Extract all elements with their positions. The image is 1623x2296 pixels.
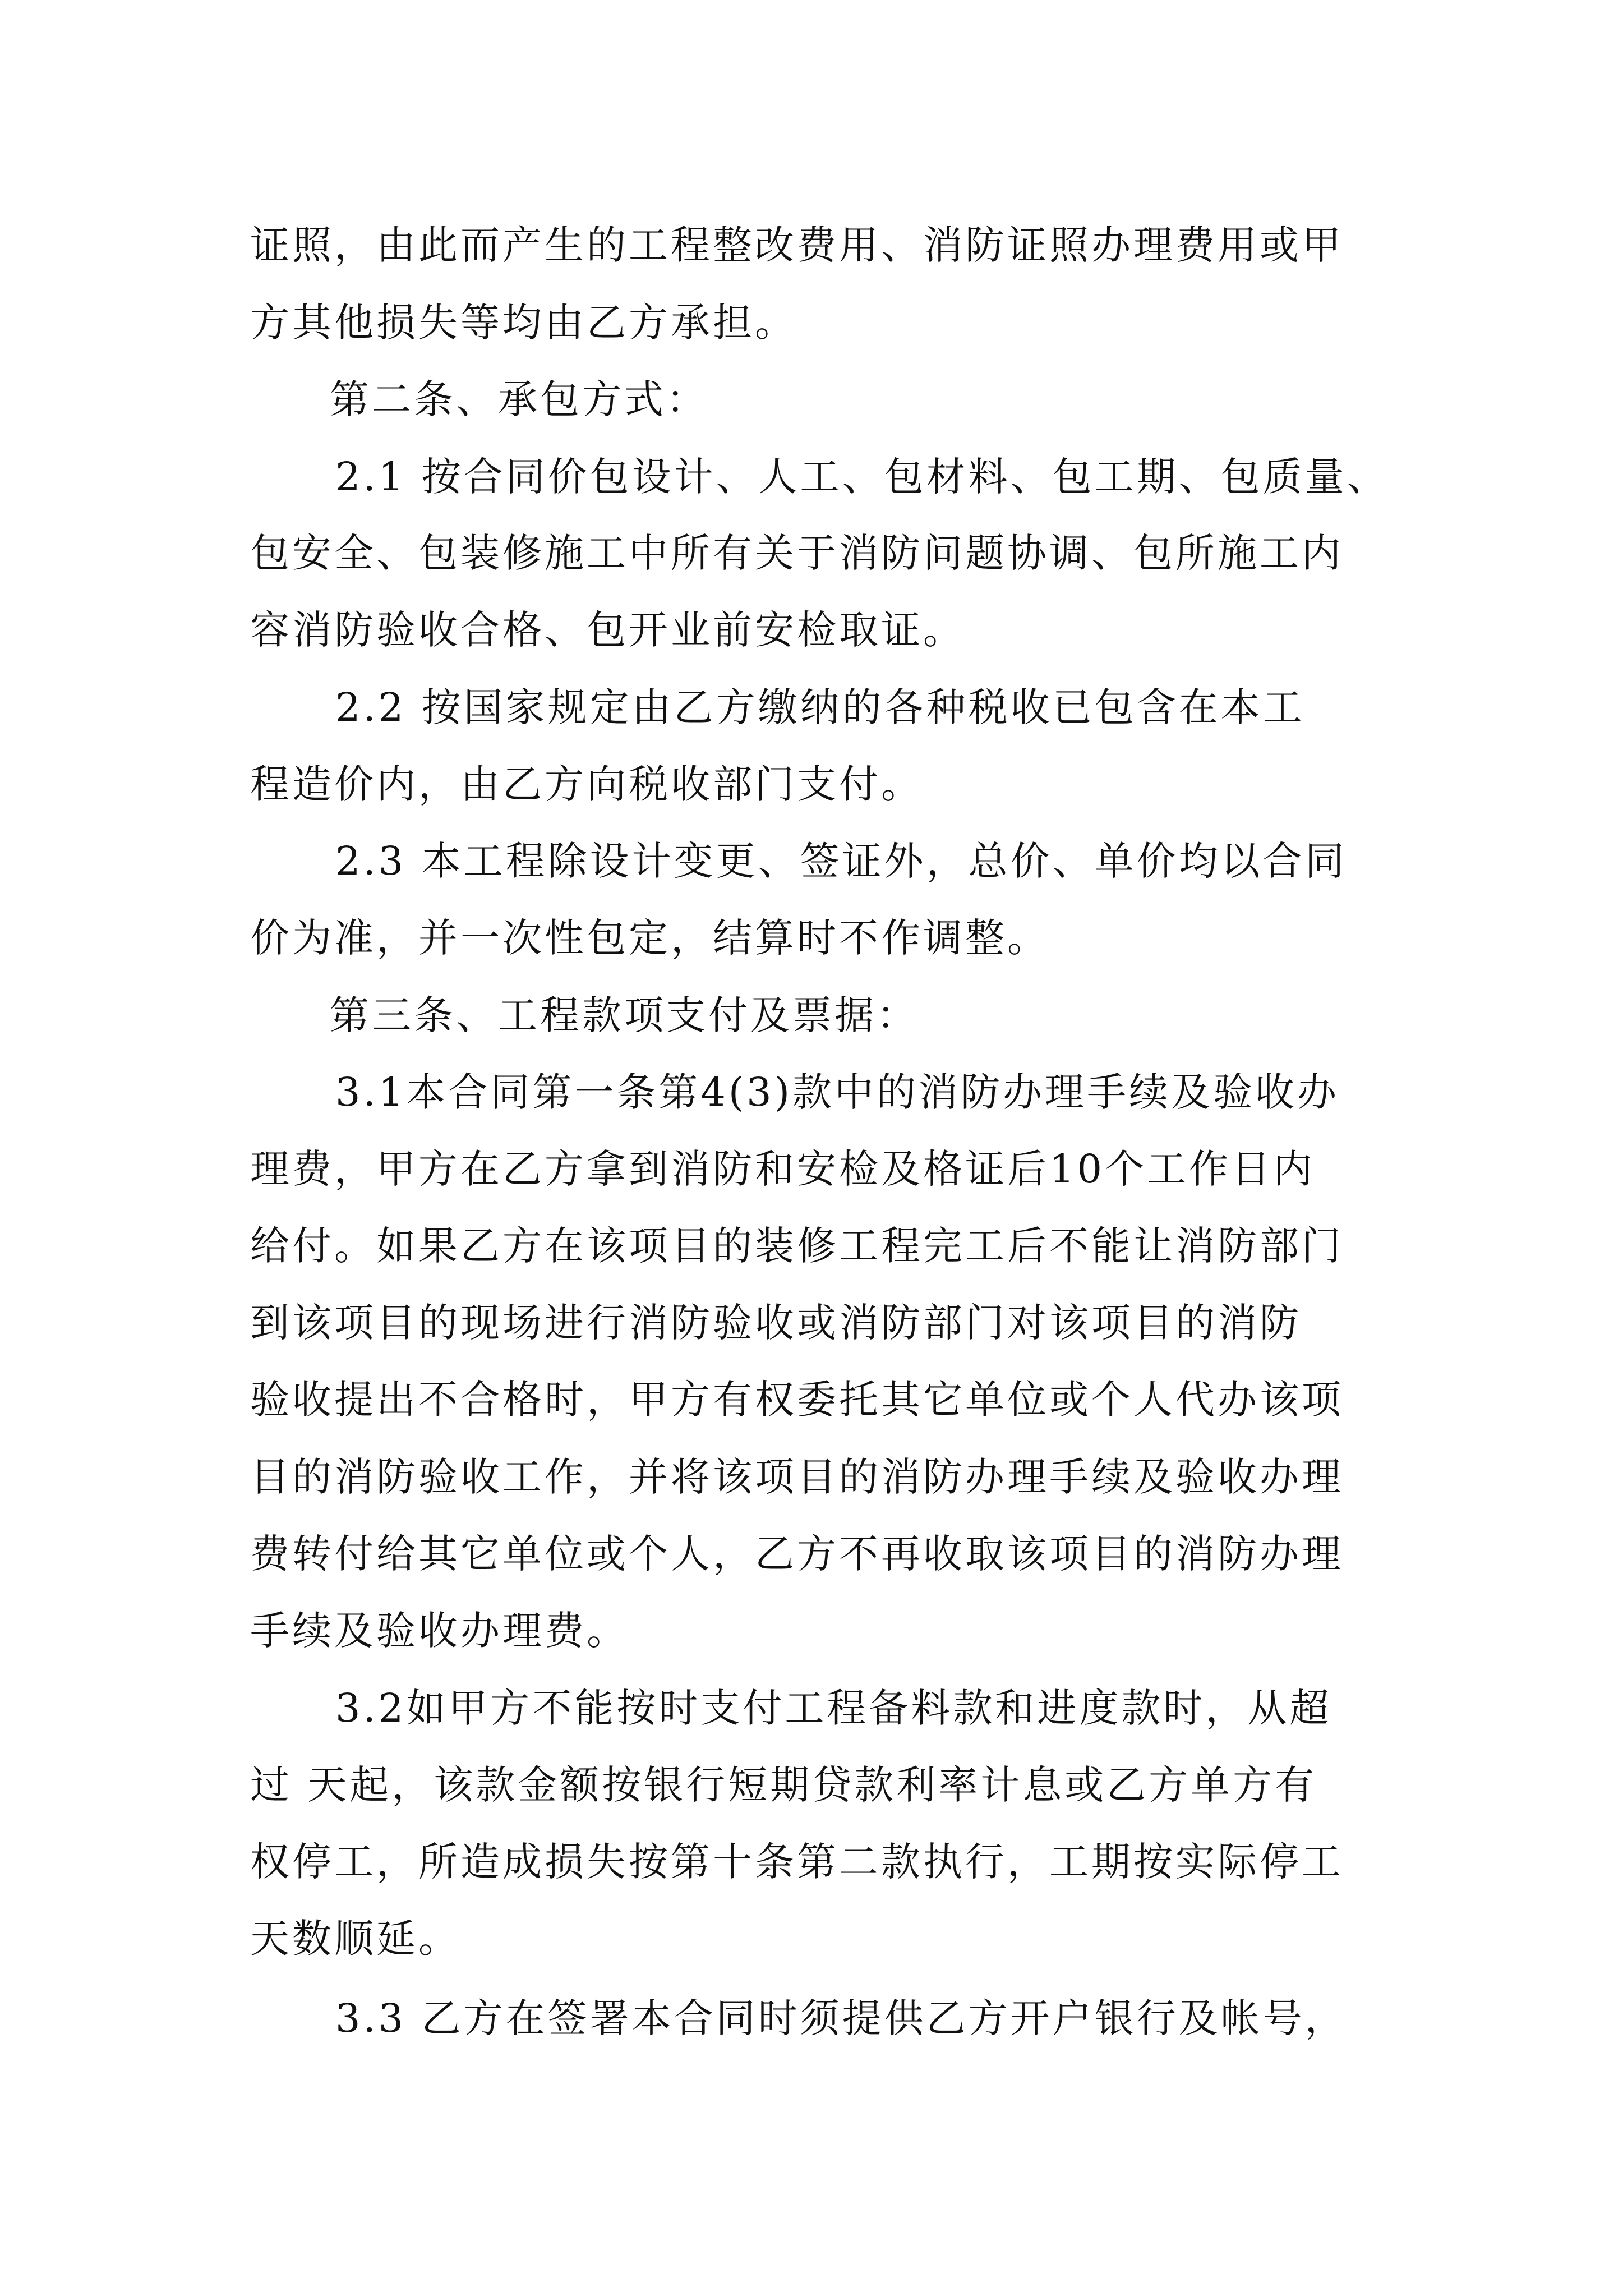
text-line-4: 2.1 按合同价包设计、人工、包材料、包工期、包质量、 — [335, 454, 1389, 500]
text-line-2: 方其他损失等均由乙方承担。 — [250, 300, 797, 346]
text-line-16: 验收提出不合格时，甲方有权委托其它单位或个人代办该项 — [250, 1377, 1344, 1423]
text-line-5: 包安全、包装修施工中所有关于消防问题协调、包所施工内 — [250, 530, 1344, 576]
text-line-22: 权停工，所造成损失按第十条第二款执行，工期按实际停工 — [250, 1839, 1344, 1885]
text-line-8: 程造价内，由乙方向税收部门支付。 — [250, 761, 923, 807]
text-line-1: 证照，由此而产生的工程整改费用、消防证照办理费用或甲 — [250, 222, 1344, 268]
section-heading-3: 第三条、工程款项支付及票据： — [330, 992, 919, 1038]
text-line-24: 3.3 乙方在签署本合同时须提供乙方开户银行及帐号， — [335, 1995, 1347, 2041]
text-line-9: 2.3 本工程除设计变更、签证外，总价、单价均以合同 — [335, 838, 1347, 884]
text-line-17: 目的消防验收工作，并将该项目的消防办理手续及验收办理 — [250, 1454, 1344, 1500]
text-line-14: 给付。如果乙方在该项目的装修工程完工后不能让消防部门 — [250, 1223, 1344, 1269]
text-line-19: 手续及验收办理费。 — [250, 1608, 629, 1654]
text-line-20: 3.2如甲方不能按时支付工程备料款和进度款时，从超 — [335, 1685, 1332, 1731]
text-line-7: 2.2 按国家规定由乙方缴纳的各种税收已包含在本工 — [335, 684, 1305, 730]
section-heading-2: 第二条、承包方式： — [330, 376, 708, 422]
text-line-21: 过 天起，该款金额按银行短期贷款利率计息或乙方单方有 — [250, 1762, 1317, 1808]
text-line-18: 费转付给其它单位或个人，乙方不再收取该项目的消防办理 — [250, 1531, 1344, 1577]
text-line-13: 理费，甲方在乙方拿到消防和安检及格证后10个工作日内 — [250, 1146, 1316, 1192]
text-line-6: 容消防验收合格、包开业前安检取证。 — [250, 607, 965, 653]
text-line-23: 天数顺延。 — [250, 1916, 460, 1962]
text-line-10: 价为准，并一次性包定，结算时不作调整。 — [250, 915, 1049, 961]
text-line-12: 3.1本合同第一条第4(3)款中的消防办理手续及验收办 — [335, 1069, 1340, 1115]
text-line-15: 到该项目的现场进行消防验收或消防部门对该项目的消防 — [250, 1300, 1302, 1346]
